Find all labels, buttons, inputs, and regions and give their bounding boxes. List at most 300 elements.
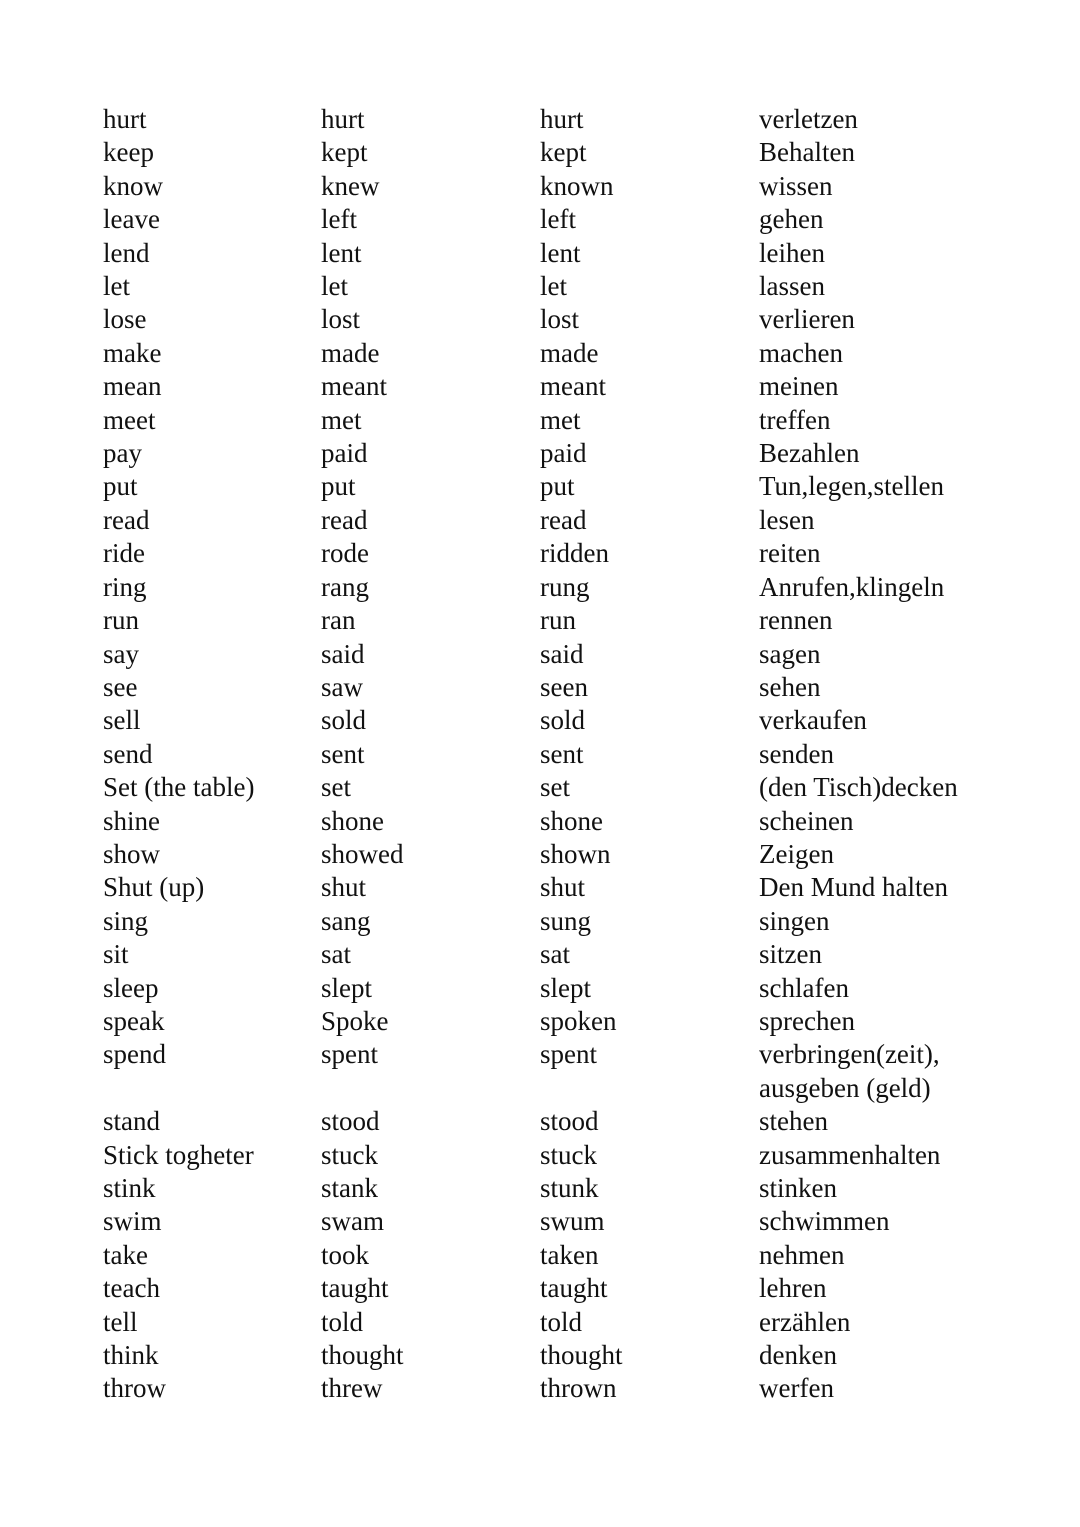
past-participle-cell-text: left bbox=[540, 204, 576, 235]
simple-past-cell-text: put bbox=[321, 471, 356, 502]
base-form-cell-text: tell bbox=[103, 1306, 138, 1337]
verb-row bbox=[103, 871, 1019, 904]
base-form-cell-text: keep bbox=[103, 137, 154, 168]
simple-past-cell bbox=[321, 1172, 540, 1205]
base-form-cell-text: speak bbox=[103, 1005, 165, 1036]
german-translation-cell bbox=[759, 170, 1019, 203]
past-participle-cell-text: rung bbox=[540, 571, 590, 602]
base-form-cell bbox=[103, 704, 321, 737]
simple-past-cell bbox=[321, 437, 540, 470]
base-form-cell-text: think bbox=[103, 1340, 159, 1371]
past-participle-cell bbox=[540, 671, 759, 704]
german-translation-cell-text: verkaufen bbox=[759, 705, 867, 736]
german-translation-cell bbox=[759, 370, 1019, 403]
past-participle-cell-text: slept bbox=[540, 972, 591, 1003]
past-participle-cell-text: let bbox=[540, 271, 567, 302]
german-translation-cell-text: sagen bbox=[759, 638, 821, 669]
simple-past-cell-text: slept bbox=[321, 972, 372, 1003]
german-translation-cell bbox=[759, 604, 1019, 637]
german-translation-cell bbox=[759, 337, 1019, 370]
german-translation-cell-text: schlafen bbox=[759, 972, 849, 1003]
past-participle-cell bbox=[540, 1239, 759, 1272]
past-participle-cell-text: met bbox=[540, 404, 581, 435]
verb-row bbox=[103, 103, 1019, 136]
verb-row bbox=[103, 571, 1019, 604]
verb-row bbox=[103, 270, 1019, 303]
past-participle-cell bbox=[540, 437, 759, 470]
verb-row bbox=[103, 437, 1019, 470]
simple-past-cell bbox=[321, 404, 540, 437]
past-participle-cell bbox=[540, 170, 759, 203]
verb-row bbox=[103, 537, 1019, 570]
base-form-cell bbox=[103, 1272, 321, 1305]
base-form-cell bbox=[103, 1372, 321, 1405]
german-translation-cell-text: (den Tisch)decken bbox=[759, 772, 958, 803]
simple-past-cell-text: stank bbox=[321, 1173, 378, 1203]
german-translation-cell bbox=[759, 838, 1019, 871]
simple-past-cell-text: spent bbox=[321, 1039, 378, 1070]
simple-past-cell bbox=[321, 704, 540, 737]
german-translation-cell-text: Tun,legen,stellen bbox=[759, 471, 944, 502]
base-form-cell bbox=[103, 1105, 321, 1138]
simple-past-cell-text: sent bbox=[321, 738, 365, 769]
past-participle-cell bbox=[540, 604, 759, 637]
base-form-cell bbox=[103, 1306, 321, 1339]
german-translation-cell bbox=[759, 771, 1019, 804]
german-translation-cell bbox=[759, 1139, 1019, 1172]
base-form-cell bbox=[103, 537, 321, 570]
german-translation-cell bbox=[759, 203, 1019, 236]
simple-past-cell bbox=[321, 136, 540, 169]
simple-past-cell bbox=[321, 1005, 540, 1038]
verb-row bbox=[103, 370, 1019, 403]
past-participle-cell bbox=[540, 504, 759, 537]
german-translation-cell-text: sprechen bbox=[759, 1005, 855, 1036]
past-participle-cell bbox=[540, 136, 759, 169]
base-form-cell bbox=[103, 1038, 321, 1071]
german-translation-cell-text: Bezahlen bbox=[759, 438, 860, 469]
past-participle-cell-text: sat bbox=[540, 939, 570, 970]
verb-row bbox=[103, 805, 1019, 838]
base-form-cell bbox=[103, 604, 321, 637]
german-translation-cell-text: lehren bbox=[759, 1273, 827, 1304]
simple-past-cell-text: lent bbox=[321, 237, 362, 268]
past-participle-cell-text: lent bbox=[540, 237, 581, 268]
german-translation-cell-text: meinen bbox=[759, 371, 839, 402]
verb-row bbox=[103, 1205, 1019, 1238]
verb-row bbox=[103, 1038, 1019, 1105]
base-form-cell-text: Shut (up) bbox=[103, 872, 205, 903]
base-form-cell bbox=[103, 303, 321, 336]
simple-past-cell bbox=[321, 1306, 540, 1339]
base-form-cell bbox=[103, 470, 321, 503]
simple-past-cell bbox=[321, 1339, 540, 1372]
verb-row bbox=[103, 738, 1019, 771]
base-form-cell bbox=[103, 738, 321, 771]
past-participle-cell-text: lost bbox=[540, 304, 580, 335]
german-translation-cell-text: stehen bbox=[759, 1106, 828, 1137]
base-form-cell-text: pay bbox=[103, 438, 142, 469]
past-participle-cell-text: stunk bbox=[540, 1173, 599, 1203]
simple-past-cell-text: made bbox=[321, 337, 380, 368]
verb-row bbox=[103, 504, 1019, 537]
base-form-cell bbox=[103, 1005, 321, 1038]
simple-past-cell bbox=[321, 1272, 540, 1305]
base-form-cell-text: sit bbox=[103, 939, 129, 970]
base-form-cell-text: Stick togheter bbox=[103, 1139, 254, 1170]
base-form-cell bbox=[103, 972, 321, 1005]
verb-table bbox=[103, 103, 1019, 1406]
simple-past-cell-text: shut bbox=[321, 872, 367, 903]
german-translation-cell-text: denken bbox=[759, 1340, 837, 1371]
german-translation-cell bbox=[759, 871, 1019, 904]
simple-past-cell-text: thought bbox=[321, 1340, 404, 1371]
simple-past-cell-text: left bbox=[321, 204, 357, 235]
base-form-cell-text: Set (the table) bbox=[103, 772, 255, 803]
base-form-cell bbox=[103, 938, 321, 971]
verb-row bbox=[103, 203, 1019, 236]
german-translation-cell-text: Zeigen bbox=[759, 838, 834, 869]
past-participle-cell bbox=[540, 470, 759, 503]
german-translation-cell bbox=[759, 972, 1019, 1005]
past-participle-cell-text: thought bbox=[540, 1340, 623, 1371]
simple-past-cell bbox=[321, 571, 540, 604]
base-form-cell-text: stink bbox=[103, 1173, 156, 1203]
simple-past-cell bbox=[321, 905, 540, 938]
base-form-cell-text: mean bbox=[103, 371, 162, 402]
past-participle-cell bbox=[540, 103, 759, 136]
past-participle-cell bbox=[540, 337, 759, 370]
simple-past-cell-text: Spoke bbox=[321, 1005, 389, 1036]
base-form-cell-text: lend bbox=[103, 237, 150, 268]
german-translation-cell-text: treffen bbox=[759, 404, 831, 435]
base-form-cell bbox=[103, 370, 321, 403]
base-form-cell-text: teach bbox=[103, 1273, 160, 1304]
base-form-cell bbox=[103, 638, 321, 671]
german-translation-cell-text: verlieren bbox=[759, 304, 855, 335]
verb-row bbox=[103, 638, 1019, 671]
simple-past-cell bbox=[321, 1105, 540, 1138]
past-participle-cell-text: taught bbox=[540, 1273, 608, 1304]
verb-row bbox=[103, 1239, 1019, 1272]
simple-past-cell bbox=[321, 604, 540, 637]
simple-past-cell bbox=[321, 237, 540, 270]
simple-past-cell-text: kept bbox=[321, 137, 368, 168]
base-form-cell-text: lose bbox=[103, 304, 147, 335]
base-form-cell bbox=[103, 871, 321, 904]
german-translation-cell bbox=[759, 404, 1019, 437]
base-form-cell bbox=[103, 270, 321, 303]
simple-past-cell bbox=[321, 203, 540, 236]
base-form-cell-text: leave bbox=[103, 204, 160, 235]
past-participle-cell-text: sold bbox=[540, 705, 586, 736]
verb-row bbox=[103, 1339, 1019, 1372]
past-participle-cell bbox=[540, 1339, 759, 1372]
past-participle-cell bbox=[540, 1306, 759, 1339]
german-translation-cell bbox=[759, 571, 1019, 604]
base-form-cell bbox=[103, 237, 321, 270]
past-participle-cell bbox=[540, 1172, 759, 1205]
simple-past-cell-text: stuck bbox=[321, 1139, 378, 1170]
simple-past-cell bbox=[321, 103, 540, 136]
simple-past-cell bbox=[321, 337, 540, 370]
base-form-cell-text: know bbox=[103, 170, 163, 201]
base-form-cell bbox=[103, 437, 321, 470]
german-translation-cell bbox=[759, 1372, 1019, 1405]
base-form-cell-text: ride bbox=[103, 538, 145, 569]
base-form-cell-text: meet bbox=[103, 404, 156, 435]
simple-past-cell bbox=[321, 1205, 540, 1238]
verb-row bbox=[103, 303, 1019, 336]
past-participle-cell bbox=[540, 638, 759, 671]
past-participle-cell bbox=[540, 1038, 759, 1071]
verb-row bbox=[103, 1105, 1019, 1138]
german-translation-cell-text: erzählen bbox=[759, 1306, 851, 1337]
past-participle-cell-text: spoken bbox=[540, 1005, 617, 1036]
past-participle-cell bbox=[540, 838, 759, 871]
verb-row bbox=[103, 404, 1019, 437]
past-participle-cell-text: shut bbox=[540, 872, 586, 903]
german-translation-cell bbox=[759, 303, 1019, 336]
simple-past-cell bbox=[321, 838, 540, 871]
simple-past-cell-text: said bbox=[321, 638, 365, 669]
verb-row bbox=[103, 972, 1019, 1005]
simple-past-cell bbox=[321, 938, 540, 971]
base-form-cell bbox=[103, 103, 321, 136]
base-form-cell bbox=[103, 203, 321, 236]
base-form-cell-text: send bbox=[103, 738, 153, 769]
german-translation-cell-text: scheinen bbox=[759, 805, 854, 836]
base-form-cell bbox=[103, 170, 321, 203]
past-participle-cell-text: stood bbox=[540, 1106, 599, 1137]
past-participle-cell-text: sung bbox=[540, 905, 592, 936]
simple-past-cell bbox=[321, 270, 540, 303]
base-form-cell bbox=[103, 838, 321, 871]
simple-past-cell bbox=[321, 1239, 540, 1272]
simple-past-cell-text: told bbox=[321, 1306, 364, 1337]
base-form-cell-text: run bbox=[103, 605, 139, 636]
verb-row bbox=[103, 1172, 1019, 1205]
german-translation-cell bbox=[759, 704, 1019, 737]
past-participle-cell bbox=[540, 1005, 759, 1038]
german-translation-cell-text: sitzen bbox=[759, 939, 822, 970]
past-participle-cell bbox=[540, 1105, 759, 1138]
base-form-cell bbox=[103, 905, 321, 938]
simple-past-cell-text: threw bbox=[321, 1373, 383, 1404]
past-participle-cell-text: meant bbox=[540, 371, 606, 402]
simple-past-cell-text: sat bbox=[321, 939, 351, 970]
past-participle-cell-text: sent bbox=[540, 738, 584, 769]
verb-row bbox=[103, 237, 1019, 270]
german-translation-cell bbox=[759, 136, 1019, 169]
simple-past-cell-text: let bbox=[321, 271, 348, 302]
base-form-cell-text: sell bbox=[103, 705, 141, 736]
base-form-cell-text: let bbox=[103, 271, 130, 302]
base-form-cell bbox=[103, 1172, 321, 1205]
base-form-cell bbox=[103, 805, 321, 838]
german-translation-cell-text: leihen bbox=[759, 237, 825, 268]
german-translation-cell-text: Behalten bbox=[759, 137, 855, 168]
german-translation-cell bbox=[759, 537, 1019, 570]
base-form-cell-text: say bbox=[103, 638, 139, 669]
verb-row bbox=[103, 470, 1019, 503]
german-translation-cell-text: reiten bbox=[759, 538, 821, 569]
past-participle-cell-text: said bbox=[540, 638, 584, 669]
base-form-cell bbox=[103, 504, 321, 537]
past-participle-cell bbox=[540, 1372, 759, 1405]
base-form-cell-text: see bbox=[103, 671, 138, 702]
german-translation-cell bbox=[759, 1205, 1019, 1238]
verb-row bbox=[103, 1272, 1019, 1305]
german-translation-cell-text: machen bbox=[759, 337, 843, 368]
base-form-cell-text: stand bbox=[103, 1106, 160, 1137]
base-form-cell-text: hurt bbox=[103, 104, 147, 134]
simple-past-cell-text: rang bbox=[321, 571, 369, 602]
german-translation-cell-text: nehmen bbox=[759, 1239, 845, 1270]
past-participle-cell-text: spent bbox=[540, 1039, 597, 1070]
simple-past-cell-text: meant bbox=[321, 371, 387, 402]
verb-row bbox=[103, 1372, 1019, 1405]
base-form-cell-text: sleep bbox=[103, 972, 159, 1003]
past-participle-cell bbox=[540, 1139, 759, 1172]
verb-row bbox=[103, 1005, 1019, 1038]
verb-row bbox=[103, 1306, 1019, 1339]
verb-row bbox=[103, 604, 1019, 637]
simple-past-cell bbox=[321, 972, 540, 1005]
past-participle-cell bbox=[540, 303, 759, 336]
verb-row bbox=[103, 1139, 1019, 1172]
simple-past-cell bbox=[321, 738, 540, 771]
german-translation-cell bbox=[759, 1272, 1019, 1305]
simple-past-cell-text: set bbox=[321, 772, 351, 803]
simple-past-cell bbox=[321, 1372, 540, 1405]
past-participle-cell-text: paid bbox=[540, 438, 587, 469]
german-translation-cell-text: singen bbox=[759, 905, 830, 936]
past-participle-cell-text: run bbox=[540, 605, 576, 636]
past-participle-cell-text: shown bbox=[540, 838, 611, 869]
base-form-cell-text: read bbox=[103, 504, 150, 535]
german-translation-cell-text: verletzen bbox=[759, 104, 858, 134]
verb-row bbox=[103, 671, 1019, 704]
simple-past-cell bbox=[321, 504, 540, 537]
base-form-cell-text: swim bbox=[103, 1206, 162, 1237]
german-translation-cell bbox=[759, 437, 1019, 470]
past-participle-cell bbox=[540, 738, 759, 771]
base-form-cell-text: throw bbox=[103, 1373, 166, 1404]
past-participle-cell bbox=[540, 1205, 759, 1238]
simple-past-cell-text: took bbox=[321, 1239, 370, 1270]
past-participle-cell bbox=[540, 203, 759, 236]
past-participle-cell bbox=[540, 905, 759, 938]
verb-row bbox=[103, 704, 1019, 737]
past-participle-cell bbox=[540, 270, 759, 303]
past-participle-cell bbox=[540, 404, 759, 437]
german-translation-cell-text: stinken bbox=[759, 1173, 837, 1203]
simple-past-cell bbox=[321, 370, 540, 403]
verb-row bbox=[103, 905, 1019, 938]
past-participle-cell-text: kept bbox=[540, 137, 587, 168]
simple-past-cell-text: read bbox=[321, 504, 368, 535]
german-translation-cell bbox=[759, 638, 1019, 671]
past-participle-cell-text: shone bbox=[540, 805, 603, 836]
german-translation-cell-text: lesen bbox=[759, 504, 815, 535]
german-translation-cell bbox=[759, 738, 1019, 771]
german-translation-cell-text: rennen bbox=[759, 605, 833, 636]
base-form-cell-text: show bbox=[103, 838, 161, 869]
simple-past-cell bbox=[321, 871, 540, 904]
simple-past-cell-text: hurt bbox=[321, 104, 365, 134]
german-translation-cell bbox=[759, 938, 1019, 971]
simple-past-cell-text: taught bbox=[321, 1273, 389, 1304]
verb-row bbox=[103, 170, 1019, 203]
base-form-cell-text: ring bbox=[103, 571, 147, 602]
past-participle-cell-text: set bbox=[540, 772, 570, 803]
german-translation-cell-text: Anrufen,klingeln bbox=[759, 571, 945, 602]
simple-past-cell-text: swam bbox=[321, 1206, 384, 1237]
german-translation-cell bbox=[759, 103, 1019, 136]
past-participle-cell bbox=[540, 704, 759, 737]
base-form-cell bbox=[103, 1139, 321, 1172]
past-participle-cell-text: put bbox=[540, 471, 575, 502]
base-form-cell-text: take bbox=[103, 1239, 148, 1270]
simple-past-cell bbox=[321, 771, 540, 804]
past-participle-cell bbox=[540, 1272, 759, 1305]
base-form-cell-text: put bbox=[103, 471, 138, 502]
simple-past-cell-text: met bbox=[321, 404, 362, 435]
past-participle-cell-text: read bbox=[540, 504, 587, 535]
base-form-cell bbox=[103, 136, 321, 169]
german-translation-cell bbox=[759, 1306, 1019, 1339]
german-translation-cell bbox=[759, 270, 1019, 303]
past-participle-cell bbox=[540, 571, 759, 604]
simple-past-cell-text: stood bbox=[321, 1106, 380, 1137]
german-translation-cell bbox=[759, 1172, 1019, 1205]
past-participle-cell bbox=[540, 537, 759, 570]
german-translation-cell bbox=[759, 671, 1019, 704]
simple-past-cell bbox=[321, 1139, 540, 1172]
simple-past-cell bbox=[321, 638, 540, 671]
german-translation-cell bbox=[759, 237, 1019, 270]
german-translation-cell bbox=[759, 905, 1019, 938]
base-form-cell-text: make bbox=[103, 337, 162, 368]
base-form-cell-text: spend bbox=[103, 1039, 166, 1070]
past-participle-cell bbox=[540, 237, 759, 270]
verb-row bbox=[103, 838, 1019, 871]
base-form-cell bbox=[103, 771, 321, 804]
verb-row bbox=[103, 337, 1019, 370]
base-form-cell bbox=[103, 337, 321, 370]
simple-past-cell-text: shone bbox=[321, 805, 384, 836]
simple-past-cell-text: rode bbox=[321, 538, 369, 569]
german-translation-cell bbox=[759, 805, 1019, 838]
simple-past-cell-text: showed bbox=[321, 838, 404, 869]
base-form-cell bbox=[103, 1239, 321, 1272]
german-translation-cell-text: verbringen(zeit), bbox=[759, 1039, 940, 1070]
past-participle-cell bbox=[540, 938, 759, 971]
german-translation-cell bbox=[759, 470, 1019, 503]
past-participle-cell-text: ridden bbox=[540, 538, 609, 569]
german-translation-cell bbox=[759, 1005, 1019, 1038]
past-participle-cell-text: thrown bbox=[540, 1373, 617, 1404]
simple-past-cell-text: ran bbox=[321, 605, 356, 636]
past-participle-cell-text: known bbox=[540, 170, 614, 201]
simple-past-cell-text: lost bbox=[321, 304, 361, 335]
past-participle-cell-text: swum bbox=[540, 1206, 605, 1237]
verb-row bbox=[103, 938, 1019, 971]
past-participle-cell-text: hurt bbox=[540, 104, 584, 134]
german-translation-cell bbox=[759, 1105, 1019, 1138]
verb-row bbox=[103, 771, 1019, 804]
